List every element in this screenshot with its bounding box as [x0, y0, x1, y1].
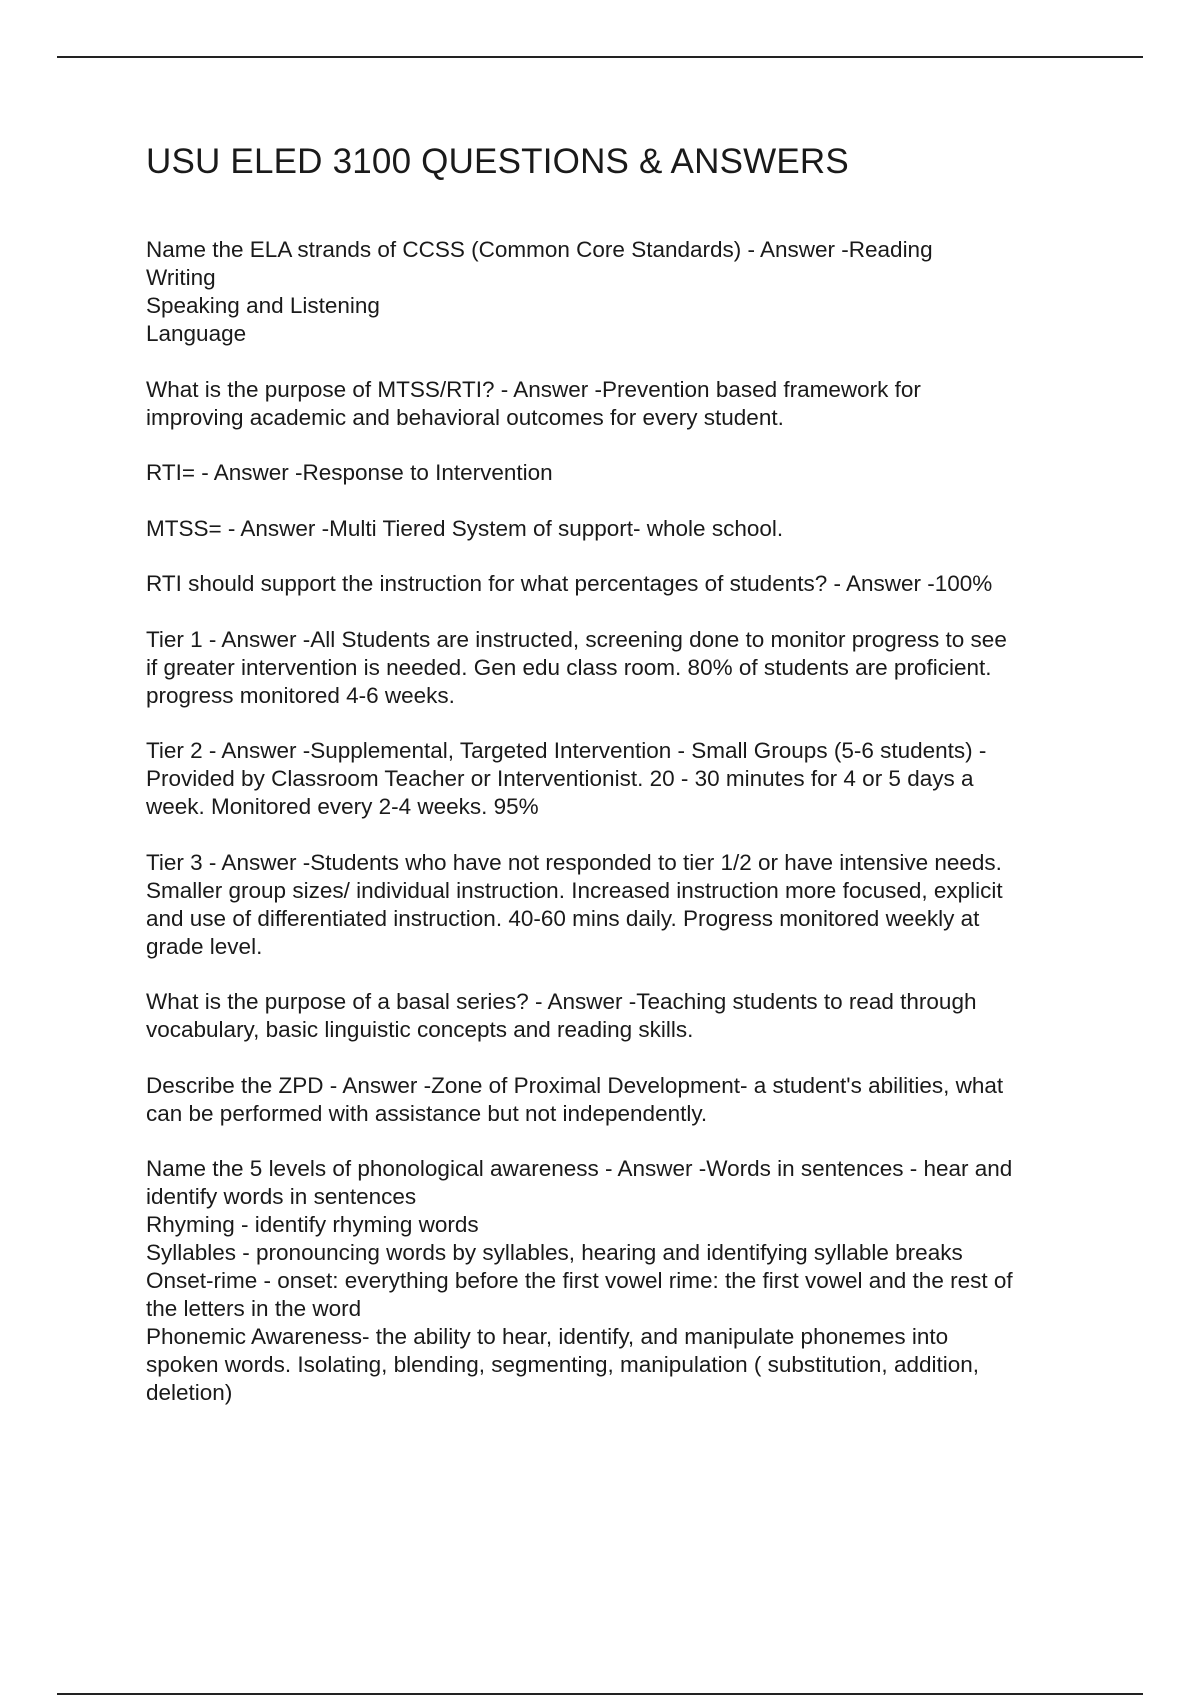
- qa-line: RTI should support the instruction for what percentages of students? - Answer -100%: [146, 571, 993, 596]
- qa-item-phonological-awareness: [146, 1155, 1126, 1407]
- qa-line: the letters in the word: [146, 1296, 362, 1321]
- qa-line: What is the purpose of MTSS/RTI? - Answer -Prevention based framework for: [146, 376, 921, 402]
- qa-line: Syllables - pronouncing words by syllables, hearing and identifying syllable breaks: [146, 1240, 963, 1265]
- qa-item-tier-3: [146, 849, 1126, 961]
- qa-line: improving academic and behavioral outcomes for every student.: [146, 404, 784, 430]
- qa-item-rti-percentage: [146, 570, 1126, 598]
- qa-line: Provided by Classroom Teacher or Interventionist. 20 - 30 minutes for 4 or 5 days a: [146, 766, 974, 791]
- qa-item-rti-definition: [146, 459, 1126, 487]
- qa-item-mtss-purpose: [146, 376, 1126, 432]
- qa-line: Tier 1 - Answer -All Students are instructed, screening done to monitor progress to see: [146, 626, 1007, 652]
- qa-line: and use of differentiated instruction. 40-60 mins daily. Progress monitored weekly at: [146, 905, 980, 931]
- qa-line: MTSS= - Answer -Multi Tiered System of support- whole school.: [146, 515, 784, 541]
- qa-line: week. Monitored every 2-4 weeks. 95%: [146, 794, 539, 819]
- qa-line: Describe the ZPD - Answer -Zone of Proximal Development- a student's abilities, what: [146, 1072, 1004, 1098]
- bottom-rule: [57, 1693, 1143, 1695]
- qa-line: RTI= - Answer -Response to Intervention: [146, 460, 553, 485]
- qa-line: vocabulary, basic linguistic concepts and reading skills.: [146, 1017, 694, 1042]
- qa-line: Language: [146, 321, 247, 346]
- qa-line: Name the ELA strands of CCSS (Common Core Standards) - Answer -Reading: [146, 237, 933, 262]
- top-rule: [57, 56, 1143, 58]
- qa-line: Onset-rime - onset: everything before the first vowel rime: the first vowel and the rest of: [146, 1268, 1013, 1293]
- qa-line: deletion): [146, 1380, 233, 1405]
- qa-line: Smaller group sizes/ individual instruction. Increased instruction more focused, explicit: [146, 877, 1003, 903]
- qa-line: What is the purpose of a basal series? - Answer -Teaching students to read through: [146, 989, 977, 1014]
- qa-line: Speaking and Listening: [146, 293, 380, 318]
- qa-item-tier-1: [146, 626, 1126, 710]
- qa-line: spoken words. Isolating, blending, segmenting, manipulation ( substitution, addition,: [146, 1352, 980, 1377]
- document-title: USU ELED 3100 QUESTIONS & ANSWERS: [146, 142, 849, 181]
- qa-line: grade level.: [146, 933, 263, 959]
- qa-item-basal-series: [146, 988, 1126, 1044]
- qa-item-mtss-definition: [146, 515, 1126, 543]
- qa-line: if greater intervention is needed. Gen edu class room. 80% of students are proficient.: [146, 654, 992, 680]
- qa-line: Rhyming - identify rhyming words: [146, 1212, 479, 1237]
- qa-line: Phonemic Awareness- the ability to hear, identify, and manipulate phonemes into: [146, 1324, 949, 1349]
- document-content: [146, 140, 1126, 1435]
- qa-line: progress monitored 4-6 weeks.: [146, 682, 455, 708]
- qa-line: identify words in sentences: [146, 1184, 417, 1209]
- qa-item-zpd: [146, 1072, 1126, 1128]
- qa-line: Writing: [146, 265, 216, 290]
- qa-line: Name the 5 levels of phonological awareness - Answer -Words in sentences - hear and: [146, 1156, 1013, 1181]
- qa-item-tier-2: [146, 737, 1126, 821]
- qa-line: Tier 2 - Answer -Supplemental, Targeted Intervention - Small Groups (5-6 students) -: [146, 738, 987, 763]
- qa-line: can be performed with assistance but not independently.: [146, 1100, 708, 1126]
- qa-line: Tier 3 - Answer -Students who have not responded to tier 1/2 or have intensive needs.: [146, 849, 1002, 875]
- qa-item-ela-strands: [146, 236, 1126, 348]
